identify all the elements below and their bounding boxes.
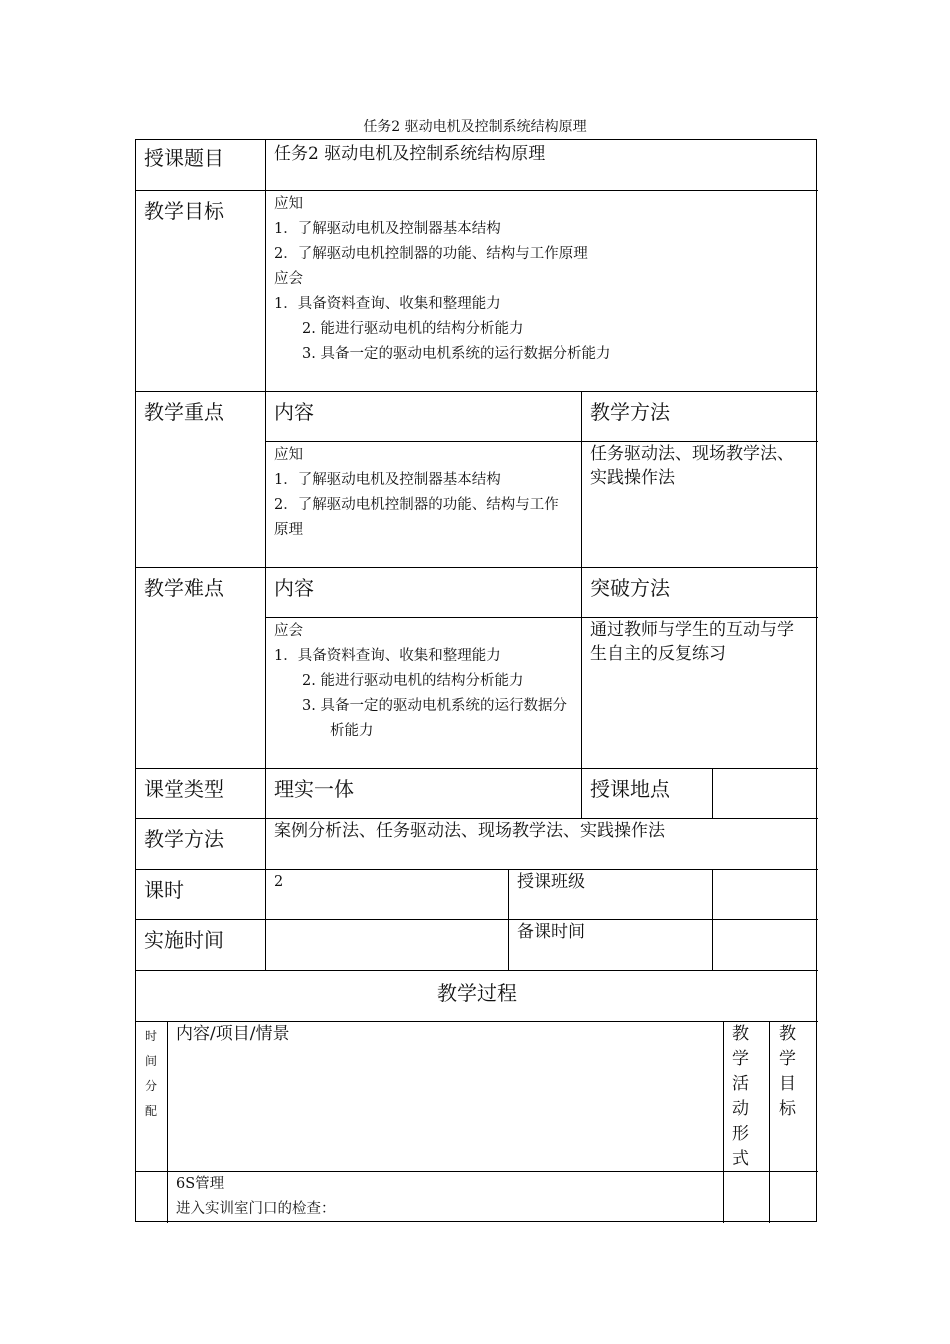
prep-time-label: 备课时间 (509, 920, 713, 971)
key-points-method: 任务驱动法、现场教学法、实践操作法 (582, 442, 818, 568)
process-col-activity: 教学活动形式 (724, 1022, 770, 1172)
lesson-plan-table (135, 139, 817, 1222)
key-points-item-2: 2．了解驱动电机控制器的功能、结构与工作原理 (274, 497, 559, 538)
difficulties-item-3: 3. 具备一定的驱动电机系统的运行数据分析能力 (302, 698, 567, 739)
process-row-time (136, 1172, 168, 1223)
process-row-activity (724, 1172, 770, 1223)
key-points-label: 教学重点 (136, 392, 266, 568)
teaching-method-label: 教学方法 (136, 819, 266, 870)
class-group-label: 授课班级 (509, 870, 713, 920)
class-type-value: 理实一体 (266, 769, 582, 819)
class-group-value (713, 870, 818, 920)
place-label: 授课地点 (582, 769, 713, 819)
difficulties-method-header: 突破方法 (582, 568, 818, 618)
key-points-content-header: 内容 (266, 392, 582, 442)
process-title: 教学过程 (136, 971, 818, 1022)
key-points-content (266, 442, 582, 568)
process-row-line-1: 6S管理 (176, 1176, 225, 1192)
key-points-method-header: 教学方法 (582, 392, 818, 442)
teaching-method-value: 案例分析法、任务驱动法、现场教学法、实践操作法 (266, 819, 818, 870)
objectives-can-1: 1．具备资料查询、收集和整理能力 (274, 296, 501, 312)
process-col-content: 内容/项目/情景 (168, 1022, 724, 1172)
key-points-item-1: 1．了解驱动电机及控制器基本结构 (274, 472, 501, 488)
difficulties-item-2: 2. 能进行驱动电机的结构分析能力 (302, 673, 524, 689)
objectives-can-head: 应会 (274, 271, 303, 287)
objectives-know-1: 1．了解驱动电机及控制器基本结构 (274, 221, 501, 237)
hours-label: 课时 (136, 870, 266, 920)
process-col-goal: 教学目标 (770, 1022, 818, 1172)
place-value (713, 769, 818, 819)
objectives-content (266, 191, 818, 392)
process-col-time: 时间分配 (136, 1022, 168, 1172)
time-label: 实施时间 (136, 920, 266, 971)
process-row-line-2: 进入实训室门口的检查： (176, 1201, 336, 1217)
topic-label: 授课题目 (136, 140, 266, 191)
difficulties-can-head: 应会 (274, 623, 303, 639)
time-value (266, 920, 509, 971)
process-row-goal (770, 1172, 818, 1223)
difficulties-item-1: 1．具备资料查询、收集和整理能力 (274, 648, 501, 664)
objectives-know-head: 应知 (274, 196, 303, 212)
difficulties-label: 教学难点 (136, 568, 266, 769)
objectives-label: 教学目标 (136, 191, 266, 392)
process-row-content (168, 1172, 724, 1223)
prep-time-value (713, 920, 818, 971)
class-type-label: 课堂类型 (136, 769, 266, 819)
difficulties-method: 通过教师与学生的互动与学生自主的反复练习 (582, 618, 818, 769)
difficulties-content (266, 618, 582, 769)
key-points-know-head: 应知 (274, 447, 303, 463)
hours-value: 2 (266, 870, 509, 920)
objectives-can-3: 3. 具备一定的驱动电机系统的运行数据分析能力 (302, 346, 611, 362)
objectives-can-2: 2. 能进行驱动电机的结构分析能力 (302, 321, 524, 337)
document-title: 任务2 驱动电机及控制系统结构原理 (363, 119, 587, 135)
objectives-know-2: 2．了解驱动电机控制器的功能、结构与工作原理 (274, 246, 588, 262)
difficulties-content-header: 内容 (266, 568, 582, 618)
topic-value: 任务2 驱动电机及控制系统结构原理 (266, 140, 818, 191)
